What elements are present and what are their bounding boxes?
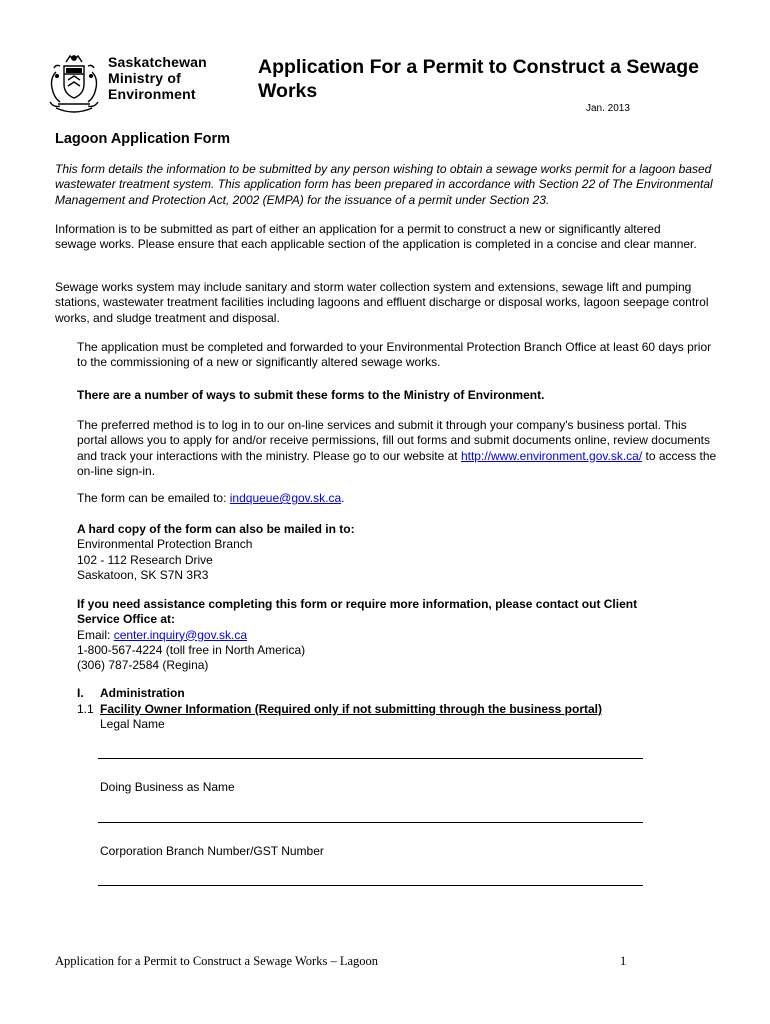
ministry-name-line2: Ministry of (108, 70, 181, 86)
email-prefix: The form can be emailed to: (77, 491, 230, 505)
email-submission-line (77, 491, 717, 506)
system-paragraph: Sewage works system may include sanitary and storm water collection system and extensions, sewage lift and pumping stations, wastewater treatment facilities including lagoons and effluent discharge or disposal works, lagoon seepage control works, and sludge treatment and disposal. (55, 280, 709, 325)
assistance-block (77, 597, 677, 673)
mail-block (77, 522, 717, 583)
corporation-number-field[interactable] (98, 885, 643, 886)
form-title: Lagoon Application Form (55, 131, 231, 147)
ministry-name (108, 54, 207, 102)
business-name-label: Doing Business as Name (100, 780, 235, 794)
submission-ways-heading: There are a number of ways to submit these forms to the Ministry of Environment. (77, 388, 545, 402)
assistance-email-line (77, 628, 677, 643)
document-title: Application For a Permit to Construct a Sewage Works (258, 56, 699, 102)
website-link[interactable]: http://www.environment.gov.sk.ca/ (460, 448, 643, 463)
assistance-heading: If you need assistance completing this form or require more information, please contact out Client Service Office at: (77, 597, 638, 627)
legal-name-field[interactable] (98, 758, 643, 759)
subsection-number: 1.1 (77, 702, 94, 716)
deadline-paragraph: The application must be completed and forwarded to your Environmental Protection Branch Office at least 60 days prior to the commissioning of a new or significantly altered sewage works. (77, 340, 712, 370)
legal-name-label: Legal Name (100, 717, 165, 731)
phone-regina: (306) 787-2584 (Regina) (77, 658, 209, 673)
mail-address-line1: Environmental Protection Branch (77, 537, 253, 552)
mail-address-line2: 102 - 112 Research Drive (77, 552, 213, 567)
section-number: I. (77, 686, 84, 700)
ministry-name-line1: Saskatchewan (108, 54, 207, 70)
preferred-method-paragraph (77, 418, 717, 479)
info-paragraph: Information is to be submitted as part of either an application for a permit to construct a new or significantly altered sewage works. Please ensure that each applicable section of the application is completed in a concise and clear manner. (55, 222, 697, 252)
email-suffix: . (341, 491, 345, 505)
mail-address-line3: Saskatoon, SK S7N 3R3 (77, 567, 209, 582)
footer-text: Application for a Permit to Construct a Sewage Works – Lagoon (55, 954, 379, 968)
website-suffix: to access the on-line sign-in. (77, 448, 717, 478)
assistance-email-prefix: Email: (77, 627, 114, 642)
queue-email-link[interactable]: indqueue@gov.sk.ca (229, 491, 342, 505)
page-number: 1 (620, 954, 627, 968)
mail-heading: A hard copy of the form can also be mailed in to: (77, 522, 355, 536)
intro-paragraph: This form details the information to be submitted by any person wishing to obtain a sewage works permit for a lagoon based wastewater treatment system. This application form has been prepared in accordance with Section 22 of The Environmental Management and Protection Act, 2002 (EMPA) for the issuance of a permit under Section 23. (55, 162, 713, 207)
corporation-number-label: Corporation Branch Number/GST Number (100, 844, 324, 858)
subsection-title: Facility Owner Information (Required only if not submitting through the business portal) (100, 702, 603, 716)
business-name-field[interactable] (98, 822, 643, 823)
phone-toll-free: 1-800-567-4224 (toll free in North America) (77, 642, 306, 657)
saskatchewan-coat-of-arms-logo (44, 52, 104, 116)
assistance-email-link[interactable]: center.inquiry@gov.sk.ca (113, 627, 248, 642)
preferred-method-text: The preferred method is to log in to our on-line services and submit it through your company's business portal. This portal allows you to apply for and/or receive permissions, fill out forms and submit documents online, review documents and track your interactions with the ministry. Please go to our website at (77, 418, 710, 463)
section-title: Administration (100, 686, 185, 700)
ministry-name-line3: Environment (108, 86, 196, 102)
document-date: Jan. 2013 (586, 103, 630, 114)
